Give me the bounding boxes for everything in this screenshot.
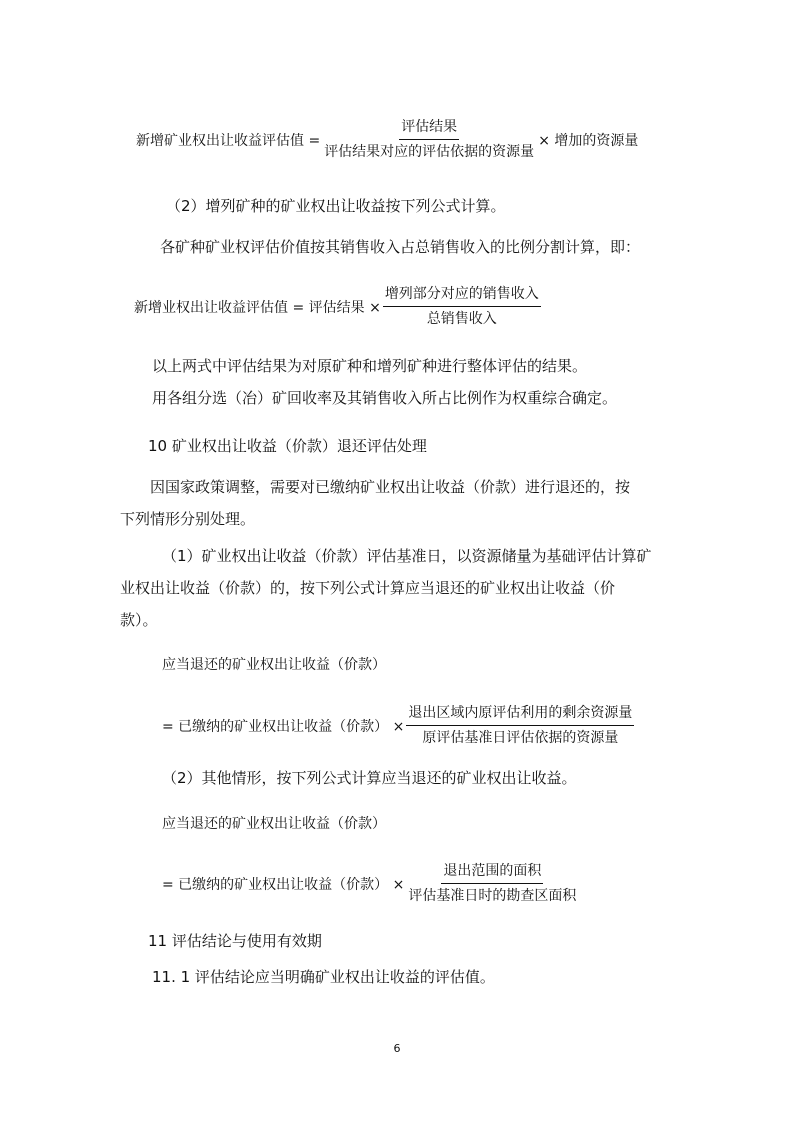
formula-lhs: = 已缴纳的矿业权出让收益（价款） × (162, 876, 405, 893)
paragraph-case2: （2）其他情形，按下列公式计算应当退还的矿业权出让收益。 (162, 769, 577, 787)
paragraph-note-1: 以上两式中评估结果为对原矿种和增列矿种进行整体评估的结果。 (152, 357, 588, 375)
formula-new-mineral (134, 285, 543, 328)
paragraph-case1-line-2: 业权出让收益（价款）的，按下列公式计算应当退还的矿业权出让收益（价 (120, 579, 616, 597)
fraction (322, 118, 536, 161)
paragraph-11-1: 11. 1 评估结论应当明确矿业权出让收益的评估值。 (152, 968, 495, 986)
formula-refund-reserve (162, 704, 636, 747)
fraction-numerator: 退出范围的面积 (441, 862, 543, 884)
fraction (406, 862, 578, 905)
paragraph-refund-line-1: 因国家政策调整，需要对已缴纳矿业权出让收益（价款）进行退还的，按 (150, 478, 631, 496)
fraction-denominator: 总销售收入 (426, 311, 497, 327)
fraction-denominator: 评估基准日时的勘查区面积 (408, 888, 577, 904)
page-number: 6 (393, 1042, 401, 1055)
formula-lhs: 新增业权出让收益评估值 = 评估结果 × (134, 299, 381, 316)
paragraph-note-2: 用各组分选（冶）矿回收率及其销售收入所占比例作为权重综合确定。 (152, 389, 618, 407)
fraction (406, 704, 634, 747)
formula-refund-area-label: 应当退还的矿业权出让收益（价款） (162, 816, 386, 832)
fraction (383, 285, 541, 328)
paragraph-split-rule: 各矿种矿业权评估价值按其销售收入占总销售收入的比例分割计算，即： (160, 238, 641, 256)
section-11-heading: 11 评估结论与使用有效期 (148, 932, 322, 950)
formula-lhs: 新增矿业权出让收益评估值 = (136, 132, 321, 149)
section-10-heading: 10 矿业权出让收益（价款）退还评估处理 (148, 437, 427, 455)
paragraph-case1-line-1: （1）矿业权出让收益（价款）评估基准日，以资源储量为基础评估计算矿 (162, 547, 652, 565)
formula-refund-area (162, 862, 580, 905)
formula-lhs: = 已缴纳的矿业权出让收益（价款） × (162, 718, 405, 735)
paragraph-case1-line-3: 款）。 (120, 611, 158, 629)
paragraph-item-2: （2）增列矿种的矿业权出让收益按下列公式计算。 (166, 197, 506, 215)
fraction-denominator: 评估结果对应的评估依据的资源量 (324, 144, 535, 160)
formula-new-resource (136, 118, 638, 161)
paragraph-refund-line-2: 下列情形分别处理。 (120, 510, 256, 528)
fraction-numerator: 增列部分对应的销售收入 (383, 285, 541, 307)
fraction-denominator: 原评估基准日评估依据的资源量 (422, 730, 619, 746)
formula-refund-label: 应当退还的矿业权出让收益（价款） (162, 657, 386, 673)
fraction-numerator: 评估结果 (399, 118, 459, 140)
fraction-numerator: 退出区域内原评估利用的剩余资源量 (406, 704, 634, 726)
formula-tail: × 增加的资源量 (538, 132, 639, 149)
